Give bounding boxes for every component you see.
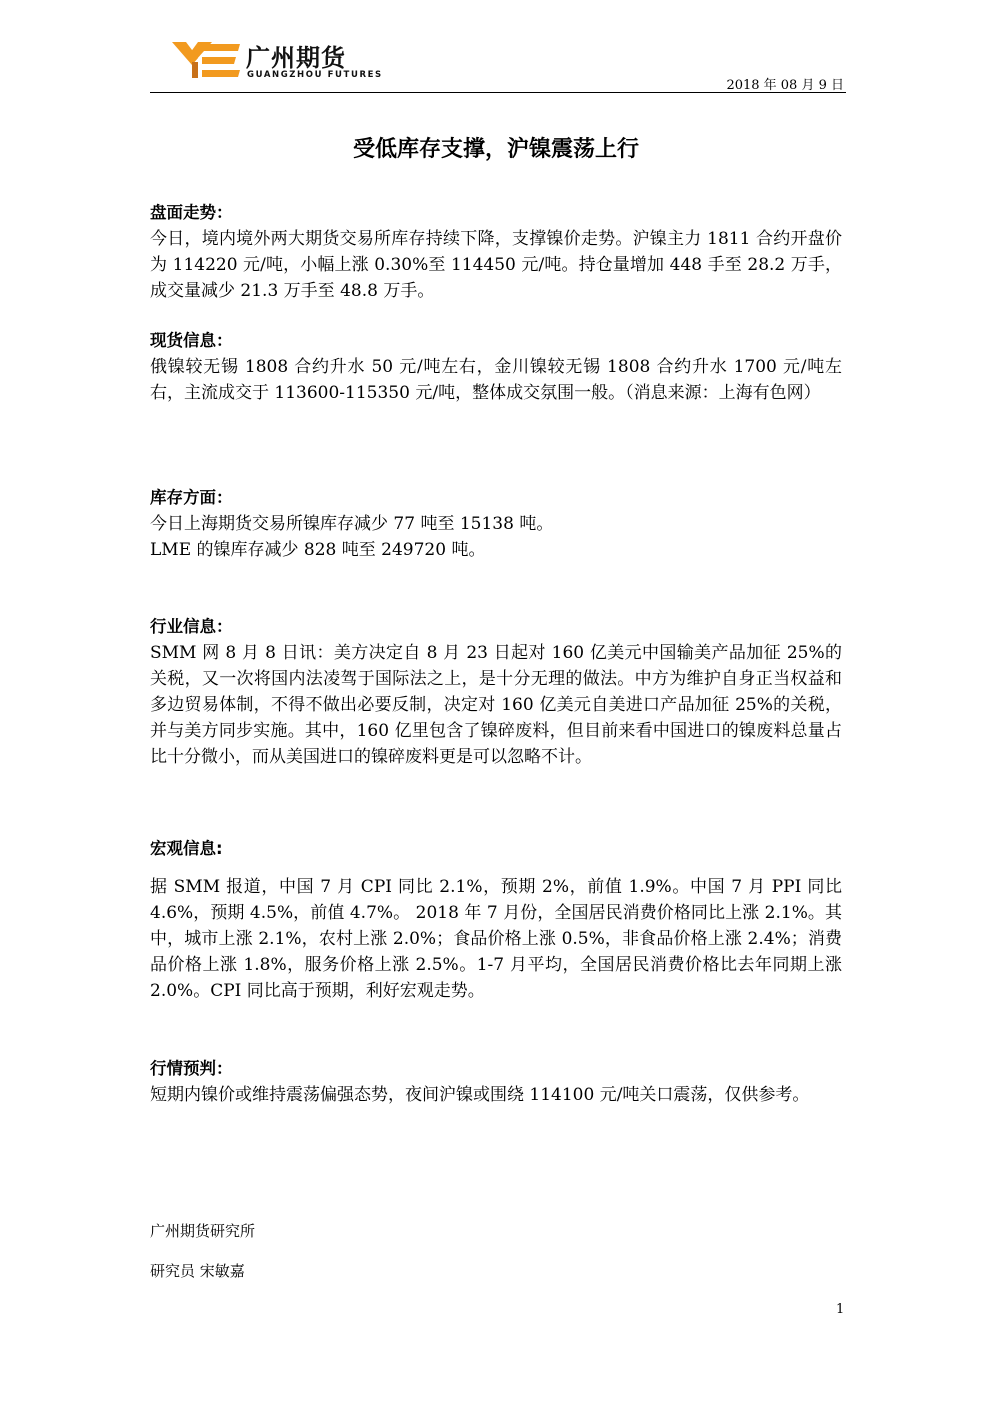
- report-date: 2018 年 08 月 9 日: [726, 78, 844, 93]
- section-heading: 现货信息：: [150, 331, 233, 350]
- section-inventory: [150, 485, 842, 563]
- inventory-line-lme: LME 的镍库存减少 828 吨至 249720 吨。: [150, 540, 486, 560]
- inventory-line-shfe: 今日上海期货交易所镍库存减少 77 吨至 15138 吨。: [150, 514, 554, 534]
- section-industry-info: [150, 614, 842, 770]
- section-market-trend: [150, 200, 842, 304]
- researcher-name: 研究员 宋敏嘉: [150, 1262, 245, 1280]
- section-heading: 库存方面：: [150, 488, 233, 507]
- page-number: 1: [836, 1302, 845, 1317]
- guangzhou-futures-logo-icon: [172, 38, 242, 80]
- brand-name-cn: 广州期货: [246, 44, 346, 72]
- section-heading: 盘面走势：: [150, 203, 233, 222]
- section-spot-info: [150, 328, 842, 406]
- report-title: 受低库存支撑，沪镍震荡上行: [352, 137, 639, 162]
- section-heading: 行业信息：: [150, 617, 233, 636]
- section-text: SMM 网 8 月 8 日讯：美方决定自 8 月 23 日起对 160 亿美元中国输美产品加征 25%的关税，又一次将国内法凌驾于国际法之上，是十分无理的做法。中方为维护自身正当权益和多边贸易体制，不得不做出必要反制，决定对 160 亿美元自美进口产品加征 25%的关税，并与美方同步实施。其中，160 亿里包含了镍碎废料，但目前来看中国进口的镍废料总量占比十分微小，而从美国进口的镍碎废料更是可以忽略不计。: [150, 643, 842, 767]
- header-divider: [150, 92, 846, 93]
- institute-name: 广州期货研究所: [150, 1222, 256, 1240]
- section-text: 短期内镍价或维持震荡偏强态势，夜间沪镍或围绕 114100 元/吨关口震荡，仅供参考。: [150, 1085, 810, 1105]
- section-heading: 宏观信息:: [150, 839, 223, 858]
- section-outlook: [150, 1056, 842, 1108]
- section-macro-info: [150, 836, 842, 1004]
- brand-name-en: GUANGZHOU FUTURES: [247, 70, 383, 80]
- section-text: 俄镍较无锡 1808 合约升水 50 元/吨左右，金川镍较无锡 1808 合约升水 1700 元/吨左右，主流成交于 113600-115350 元/吨，整体成交氛围一般。（消息来源：上海有色网）: [150, 357, 842, 403]
- page-header: [150, 30, 846, 94]
- section-text: 今日，境内境外两大期货交易所库存持续下降，支撑镍价走势。沪镍主力 1811 合约开盘价为 114220 元/吨，小幅上涨 0.30%至 114450 元/吨。持仓量增加 448 手至 28.2 万手，成交量减少 21.3 万手至 48.8 万手。: [150, 229, 842, 301]
- section-heading: 行情预判：: [150, 1059, 233, 1078]
- section-text: 据 SMM 报道，中国 7 月 CPI 同比 2.1%，预期 2%，前值 1.9%。中国 7 月 PPI 同比 4.6%，预期 4.5%，前值 4.7%。 2018 年 7 月份，全国居民消费价格同比上涨 2.1%。其中，城市上涨 2.1%，农村上涨 2.0%；食品价格上涨 0.5%，非食品价格上涨 2.4%；消费品价格上涨 1.8%，服务价格上涨 2.5%。1-7 月平均，全国居民消费价格比去年同期上涨 2.0%。CPI 同比高于预期，利好宏观走势。: [150, 877, 842, 1001]
